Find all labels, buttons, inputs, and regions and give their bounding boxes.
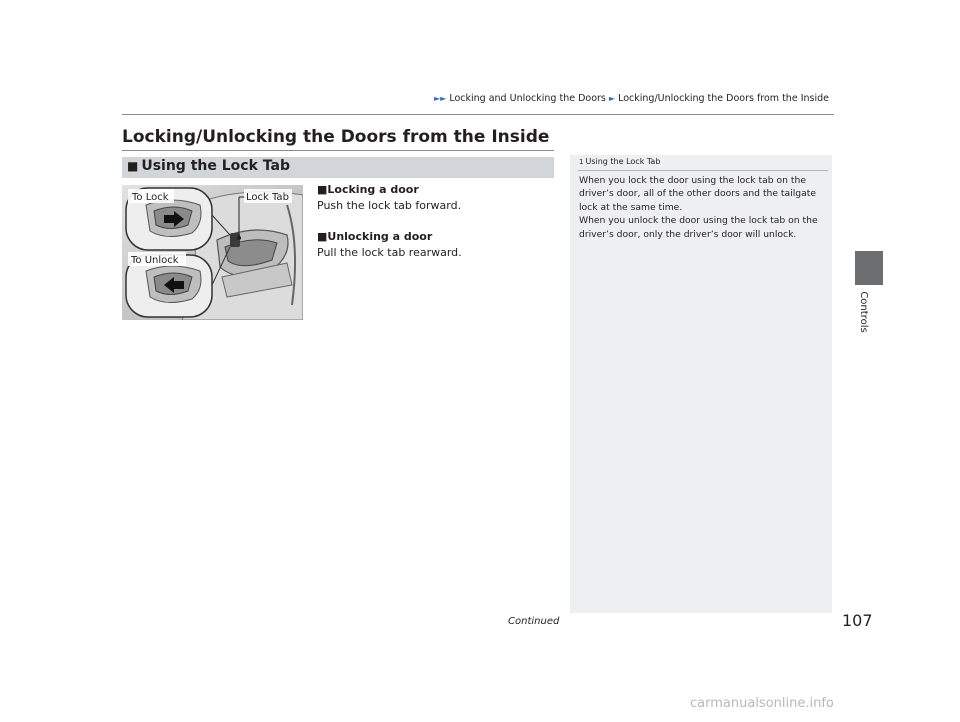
step-text-lock: Push the lock tab forward. <box>317 199 462 212</box>
section-title <box>127 158 290 174</box>
sidebar-body <box>579 174 827 241</box>
step-heading-unlock: ■Unlocking a door <box>317 230 433 243</box>
to-lock-label: To Lock <box>132 192 169 203</box>
step-heading-lock: ■Locking a door <box>317 183 419 196</box>
header-rule <box>122 114 834 115</box>
sidebar-paragraph: When you lock the door using the lock tab on the driver’s door, all of the other doors and the tailgate lock at the same time. <box>579 175 816 213</box>
breadcrumb-part-2: Locking/Unlocking the Doors from the Inside <box>618 93 829 104</box>
breadcrumb <box>434 93 829 104</box>
chapter-label <box>849 290 889 350</box>
watermark: carmanualsonline.info <box>690 696 834 711</box>
breadcrumb-separator-icon: ► <box>608 94 616 103</box>
sidebar-heading <box>579 157 660 166</box>
lock-tab-illustration <box>122 185 303 320</box>
lock-tab-label: Lock Tab <box>246 192 289 203</box>
breadcrumb-arrows-icon: ►► <box>434 94 447 103</box>
continued-label: Continued <box>508 616 560 627</box>
door-panel-drawing <box>122 185 303 320</box>
page-number: 107 <box>842 611 873 630</box>
chapter-tab[interactable] <box>855 251 883 285</box>
to-unlock-label: To Unlock <box>131 255 179 266</box>
sidebar-heading-text: Using the Lock Tab <box>585 157 661 166</box>
breadcrumb-part-1[interactable]: Locking and Unlocking the Doors <box>449 93 606 104</box>
sidebar-rule <box>578 170 828 171</box>
step-text-unlock: Pull the lock tab rearward. <box>317 246 462 259</box>
section-square-icon: ■ <box>127 159 139 173</box>
chapter-label-text: Controls <box>858 291 869 333</box>
title-rule <box>122 150 554 151</box>
page-title: Locking/Unlocking the Doors from the Inside <box>122 127 550 147</box>
section-title-text: Using the Lock Tab <box>141 158 290 174</box>
sidebar-paragraph: When you unlock the door using the lock tab on the driver’s door, only the driver’s door will unlock. <box>579 215 818 240</box>
reference-number-icon: 1 <box>579 158 584 166</box>
